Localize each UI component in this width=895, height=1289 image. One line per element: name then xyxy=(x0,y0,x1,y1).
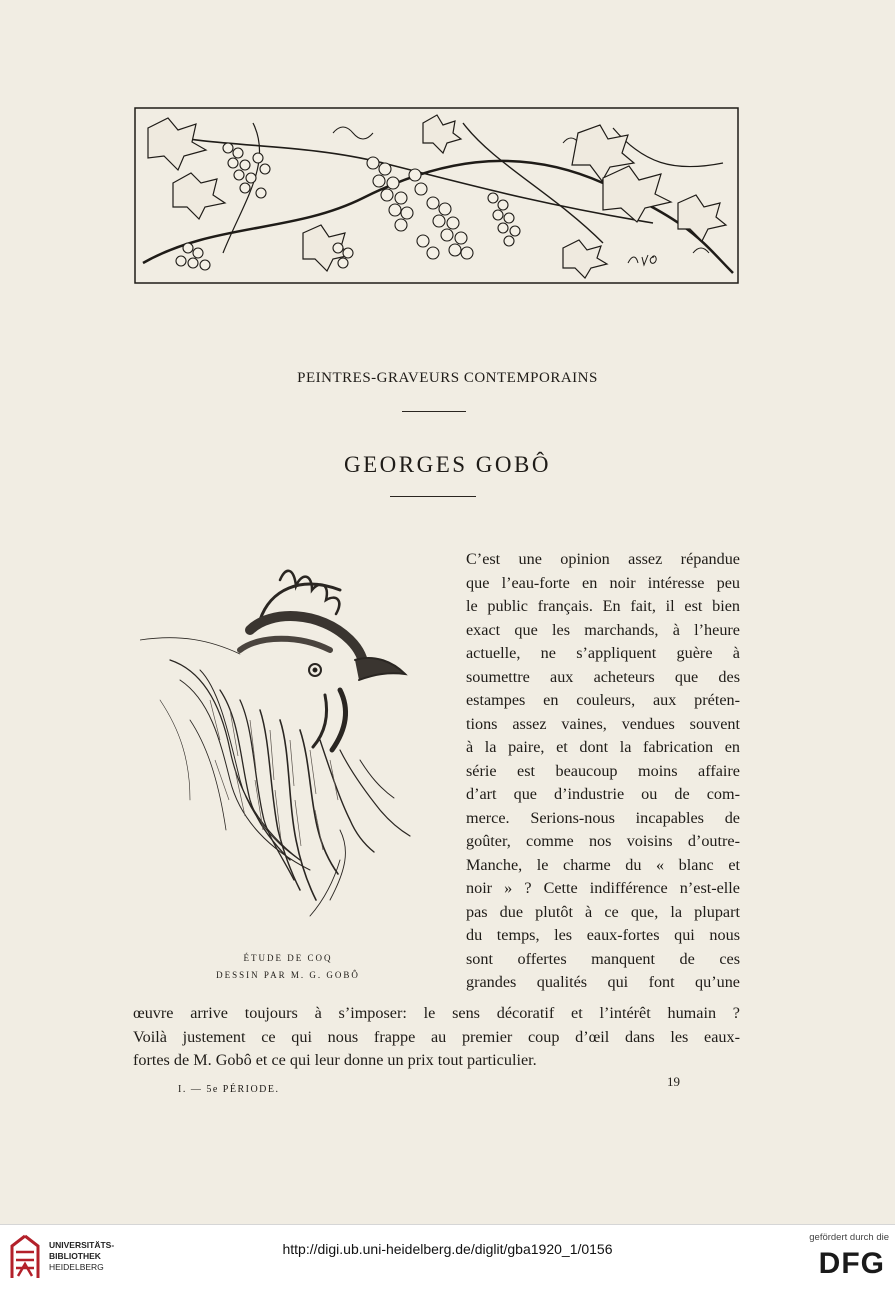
text-line: noir » ? Cette indifférence n’est-elle xyxy=(466,879,740,897)
figure-caption-credit: DESSIN PAR M. G. GOBÔ xyxy=(216,970,360,980)
text-line: Voilà justement ce qui nous frappe au premier coup d’œil dans les eaux- xyxy=(133,1027,740,1046)
text-line: Manche, le charme du « blanc et xyxy=(466,855,740,874)
figure-caption-title: ÉTUDE DE COQ xyxy=(243,953,333,963)
text-line: actuelle, ne s’appliquent guère à xyxy=(466,644,740,662)
text-line: d’art que d’industrie ou de com- xyxy=(466,785,740,803)
text-line: exact que les marchands, à l’heure xyxy=(466,620,740,639)
text-line: sont offertes manquent de ces xyxy=(466,949,740,968)
text-line: soumettre aux acheteurs que des xyxy=(466,667,740,686)
text-line: fortes de M. Gobô et ce qui leur donne un prix tout particulier. xyxy=(133,1051,537,1069)
text-line: estampes en couleurs, aux préten- xyxy=(466,691,740,709)
text-line: que l’eau-forte en noir intéresse peu xyxy=(466,573,740,592)
text-line: grandes qualités qui font qu’une xyxy=(466,973,740,991)
footer-signature: I. — 5e PÉRIODE. xyxy=(178,1084,280,1095)
section-subtitle: PEINTRES-GRAVEURS CONTEMPORAINS xyxy=(297,370,598,386)
dfg-logo: DFG xyxy=(818,1247,885,1280)
institution-name: UNIVERSITÄTS- BIBLIOTHEK HEIDELBERG xyxy=(49,1240,115,1272)
text-line: pas due plutôt à ce que, la plupart xyxy=(466,902,740,921)
text-line: œuvre arrive toujours à s’imposer: le sens décoratif et l’intérêt humain ? xyxy=(133,1004,740,1022)
rooster-drawing xyxy=(140,560,430,940)
text-line: du temps, les eaux-fortes qui nous xyxy=(466,926,740,944)
text-line: le public français. En fait, il est bien xyxy=(466,597,740,615)
article-title: GEORGES GOBÔ xyxy=(344,452,551,477)
permalink-url[interactable]: http://digi.ub.uni-heidelberg.de/diglit/gba1920_1/0156 xyxy=(282,1241,613,1257)
title-divider xyxy=(390,496,476,497)
article-full-text xyxy=(133,1002,740,1073)
text-line: goûter, comme nos voisins d’outre- xyxy=(466,832,740,850)
text-line: C’est une opinion assez répandue xyxy=(466,550,740,568)
page-number: 19 xyxy=(667,1074,680,1089)
text-line: à la paire, et dont la fabrication en xyxy=(466,738,740,756)
grapevine-vignette xyxy=(133,103,741,287)
subtitle-divider xyxy=(402,411,466,412)
text-line: merce. Serions-nous incapables de xyxy=(466,808,740,827)
text-line: tions assez vaines, vendues souvent xyxy=(466,714,740,733)
text-line: série est beaucoup moins affaire xyxy=(466,761,740,780)
funding-note: gefördert durch die xyxy=(809,1232,889,1243)
article-column-text xyxy=(466,548,740,995)
